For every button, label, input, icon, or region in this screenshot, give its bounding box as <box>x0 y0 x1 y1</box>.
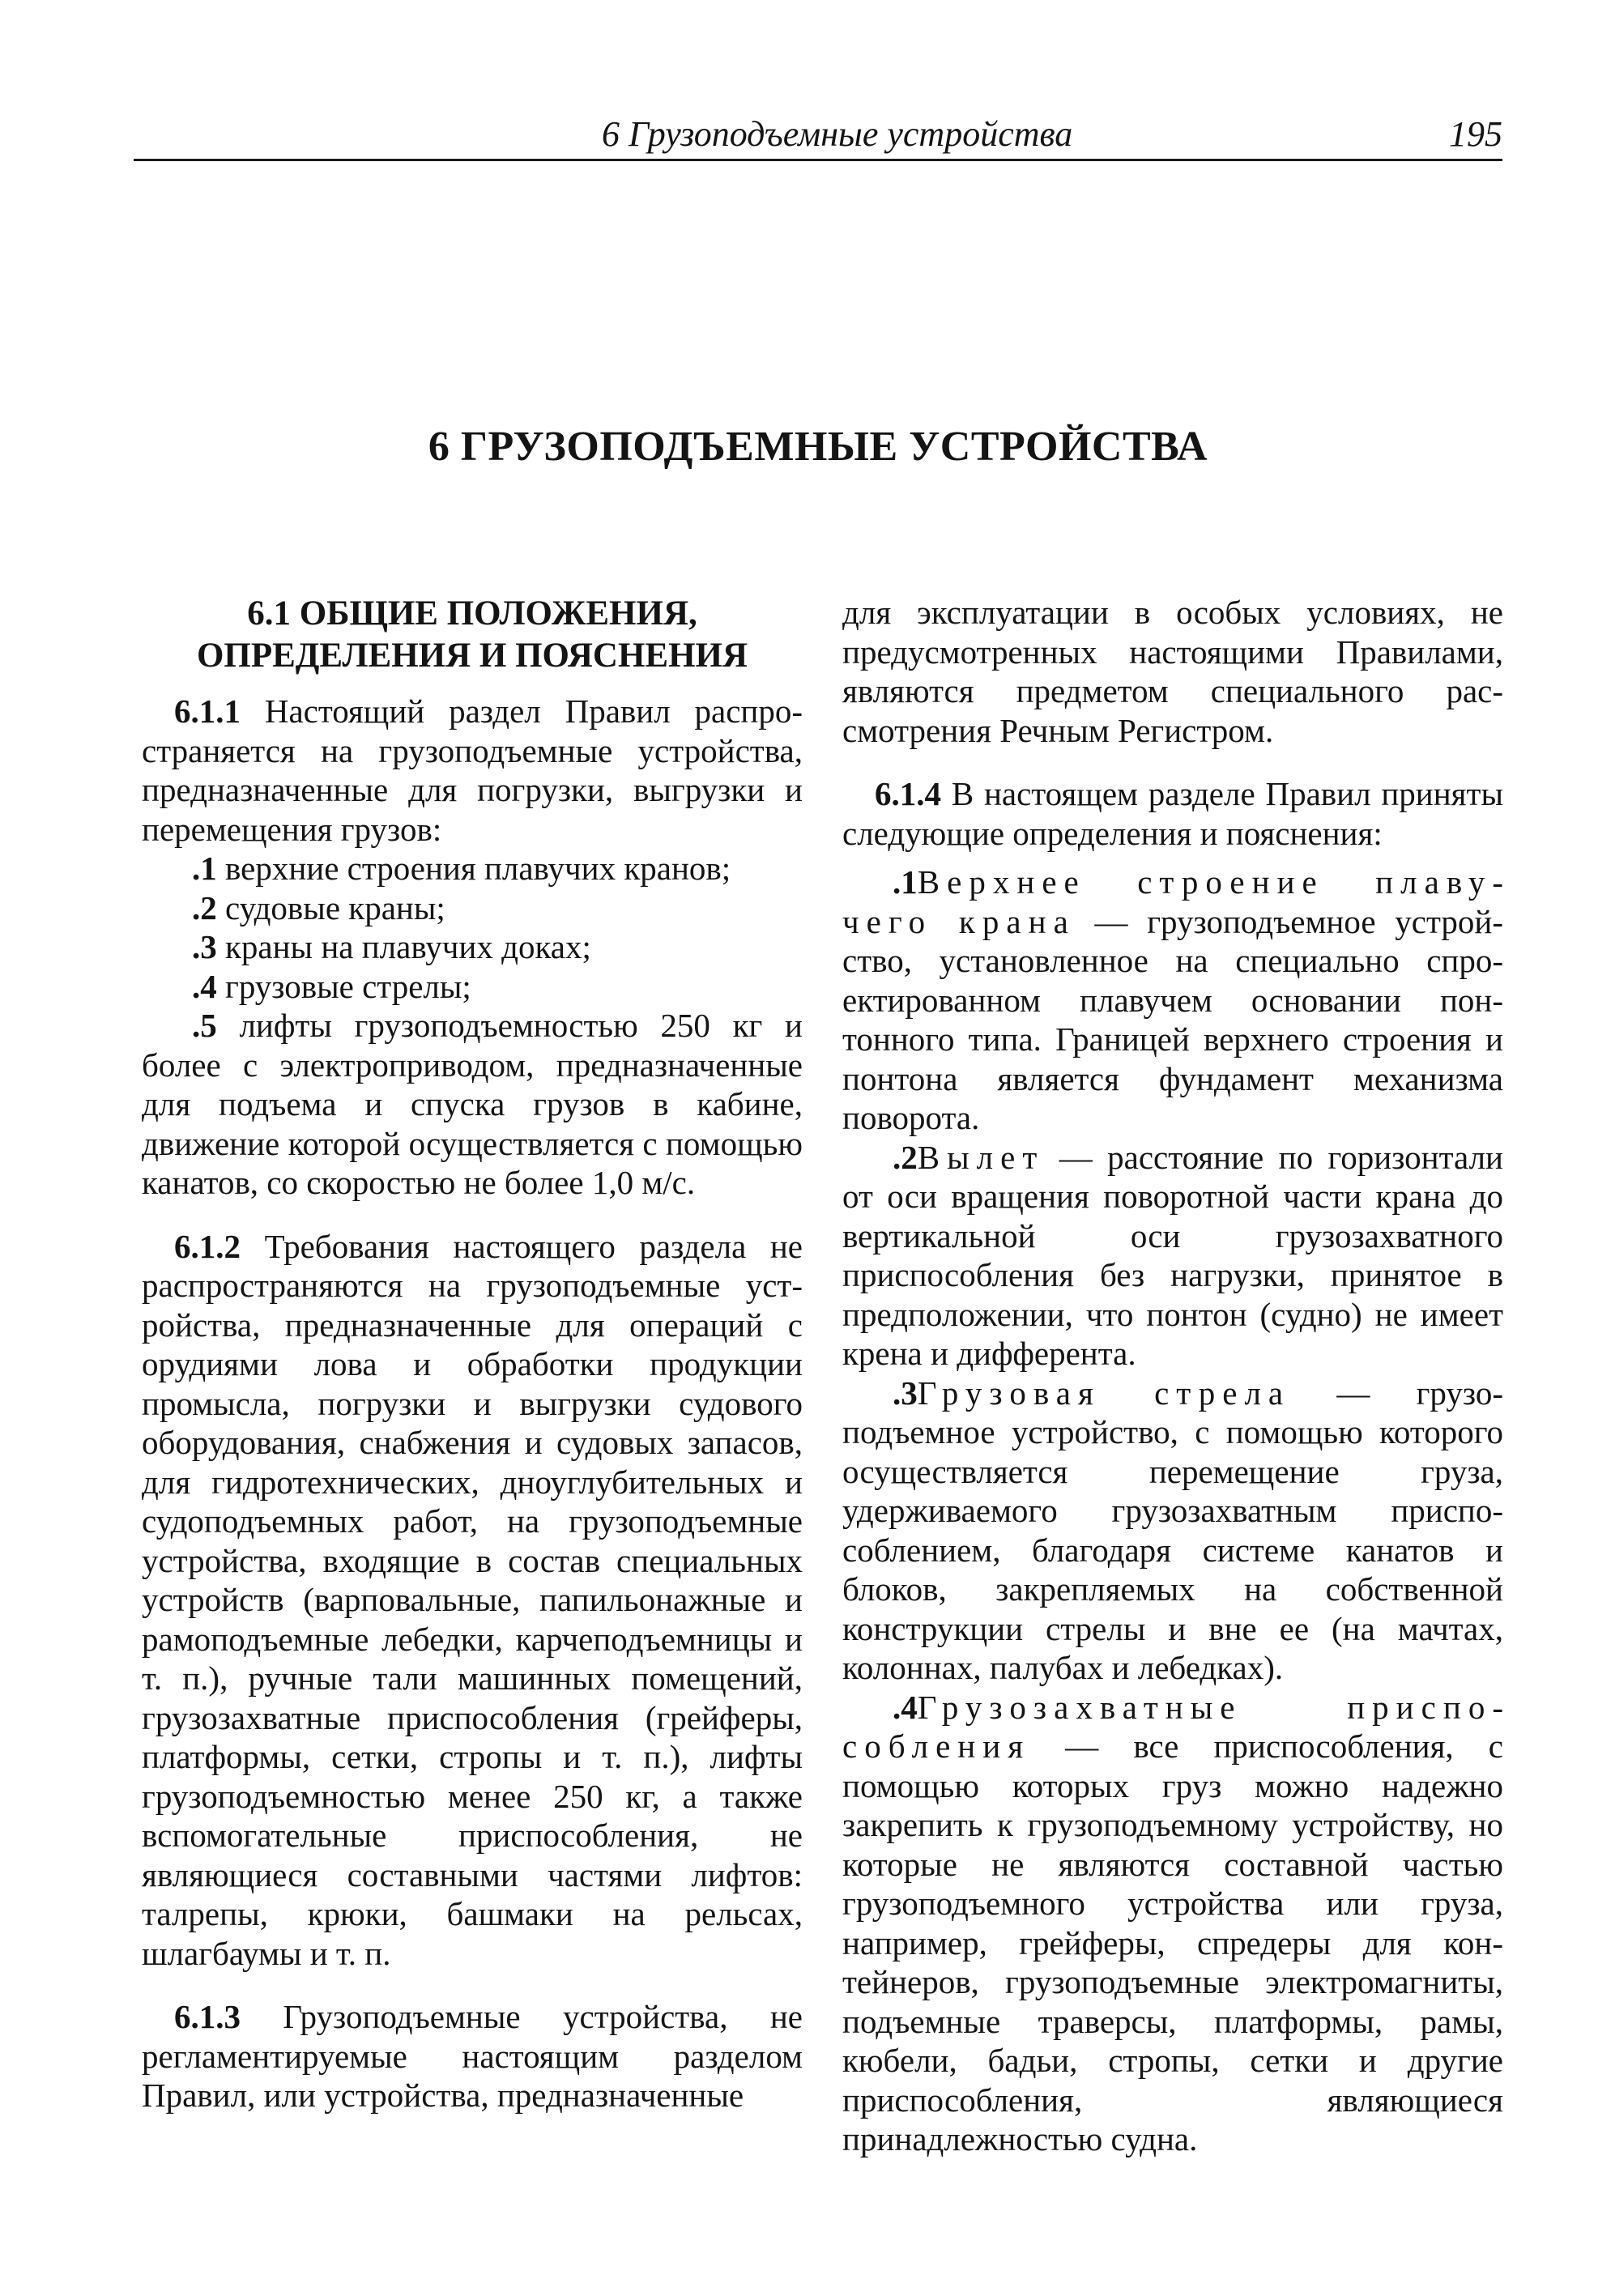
definition-item <box>842 863 1503 1138</box>
paragraph-number: 6.1.1 <box>174 692 241 730</box>
definition-item <box>842 1374 1503 1688</box>
paragraph-6-1-4 <box>842 774 1503 853</box>
item-number: .3 <box>192 928 217 965</box>
paragraph-6-1-2 <box>142 1227 803 1974</box>
section-title-line-2: ОПРЕДЕЛЕНИЯ И ПОЯСНЕНИЯ <box>196 637 748 675</box>
paragraph-6-1-1 <box>142 692 803 849</box>
item-text: верхние строения плавучих кранов; <box>216 850 731 887</box>
list-item <box>142 1006 803 1203</box>
list-item <box>142 967 803 1007</box>
definition-term: Грузозахватные приспособления <box>842 1688 1503 1765</box>
paragraph-6-1-3 <box>142 1997 803 2115</box>
list-item <box>142 849 803 888</box>
item-number: .5 <box>192 1007 217 1044</box>
section-title <box>142 593 803 677</box>
item-number: .3 <box>893 1374 918 1412</box>
definition-text: — грузоподъемное устройство, установленное на специально спроектированном плавучем основании понтонного типа. Границей верхнего строения и понтона является фундамент механизма поворота. <box>842 902 1503 1136</box>
paragraph-text: В настоящем разделе Правил приняты следующие определения и пояснения: <box>842 775 1503 852</box>
paragraph-text: Грузоподъемные устройства, не регламентируемые настоящим разделом Правил, или устройства, предназначенные <box>142 1998 803 2114</box>
item-number: .1 <box>192 850 217 887</box>
item-text: лифты грузоподъемностью 250 кг и более с электроприводом, предназначенные для подъема и спуска грузов в кабине, движение которой осуществляется с помощью канатов, со скоростью не более 1,0 м/с. <box>142 1007 803 1201</box>
paragraph-6-1-3-continuation: для эксплуатации в особых условиях, не предусмотренных настоящими Правилами, являются предметом специального рассмотрения Речным Регистром. <box>842 594 1503 749</box>
running-title: 6 Грузоподъемные устройства <box>602 114 1073 154</box>
paragraph-text: Настоящий раздел Правил распространяется на грузоподъемные устройства, предназначенные для погрузки, выгрузки и перемещения грузов: <box>142 692 803 848</box>
chapter-title: 6 ГРУЗОПОДЪЕМНЫЕ УСТРОЙСТВА <box>428 424 1208 470</box>
right-column <box>842 583 1503 2159</box>
item-text: грузовые стрелы; <box>216 967 471 1005</box>
section-title-line-1: 6.1 ОБЩИЕ ПОЛОЖЕНИЯ, <box>247 594 697 633</box>
list-item <box>142 888 803 928</box>
definition-text: — все приспособления, с помощью которых груз можно надежно закрепить к грузоподъемному устройству, но которые не являются составной частью грузоподъемного устройства или груза, например, грейферы, спредеры для контейнеров, грузоподъемные электромагниты, подъемные траверсы, платформы, рамы, кюбели, бадьи, стропы, сетки и другие приспособления, являющиеся принадлежностью судна. <box>842 1727 1503 2158</box>
definition-item <box>842 1688 1503 2159</box>
list-item <box>142 927 803 967</box>
item-number: .2 <box>192 888 217 926</box>
definition-term: Вылет <box>917 1138 1045 1176</box>
item-text: судовые краны; <box>216 888 445 926</box>
item-number: .2 <box>893 1138 918 1176</box>
paragraph-number: 6.1.4 <box>875 775 941 812</box>
item-text: краны на плавучих доках; <box>216 928 591 965</box>
left-column <box>142 583 803 2115</box>
item-number: .4 <box>893 1688 918 1726</box>
definition-text: — расстояние по горизонтали от оси вращения поворотной части крана до вертикальной оси грузозахватного приспособления без нагрузки, принятое в предположении, что понтон (судно) не имеет крена и дифферента. <box>842 1138 1503 1372</box>
paragraph-text: Требования настоящего раздела не распространяются на грузоподъемные устройства, предназначенные для операций с орудиями лова и обработки продукции промысла, погрузки и выгрузки судового оборудования, снабжения и судовых запасов, для гидротехнических, дноуглубительных и судоподъемных работ, на грузоподъемные устройства, входящие в состав специальных устройств (варповальные, папильонажные и рамоподъемные лебедки, карчеподъемницы и т. п.), ручные тали машинных помещений, грузозахватные приспособления (грейферы, платформы, сетки, стропы и т. п.), лифты грузоподъемностью менее 250 кг, а также вспомогательные приспособления, не являющиеся составными частями лифтов: талрепы, крюки, башмаки на рельсах, шлагбаумы и т. п. <box>142 1227 803 1972</box>
definition-term: Верхнее строение плавучего крана <box>842 863 1503 940</box>
paragraph-number: 6.1.3 <box>174 1998 241 2035</box>
item-number: .1 <box>893 863 918 901</box>
definition-term: Грузовая стрела <box>917 1374 1291 1412</box>
definition-item <box>842 1138 1503 1374</box>
running-header <box>134 113 1502 161</box>
page-number: 195 <box>1449 114 1502 154</box>
item-number: .4 <box>192 967 217 1005</box>
paragraph-number: 6.1.2 <box>174 1227 241 1265</box>
definition-text: — грузоподъемное устройство, с помощью которого осуществляется перемещение груза, удерживаемого грузозахватным приспособлением, благодаря системе канатов и блоков, закрепляемых на собственной конструкции стрелы и вне ее (на мачтах, колоннах, палубах и лебедках). <box>842 1374 1503 1686</box>
